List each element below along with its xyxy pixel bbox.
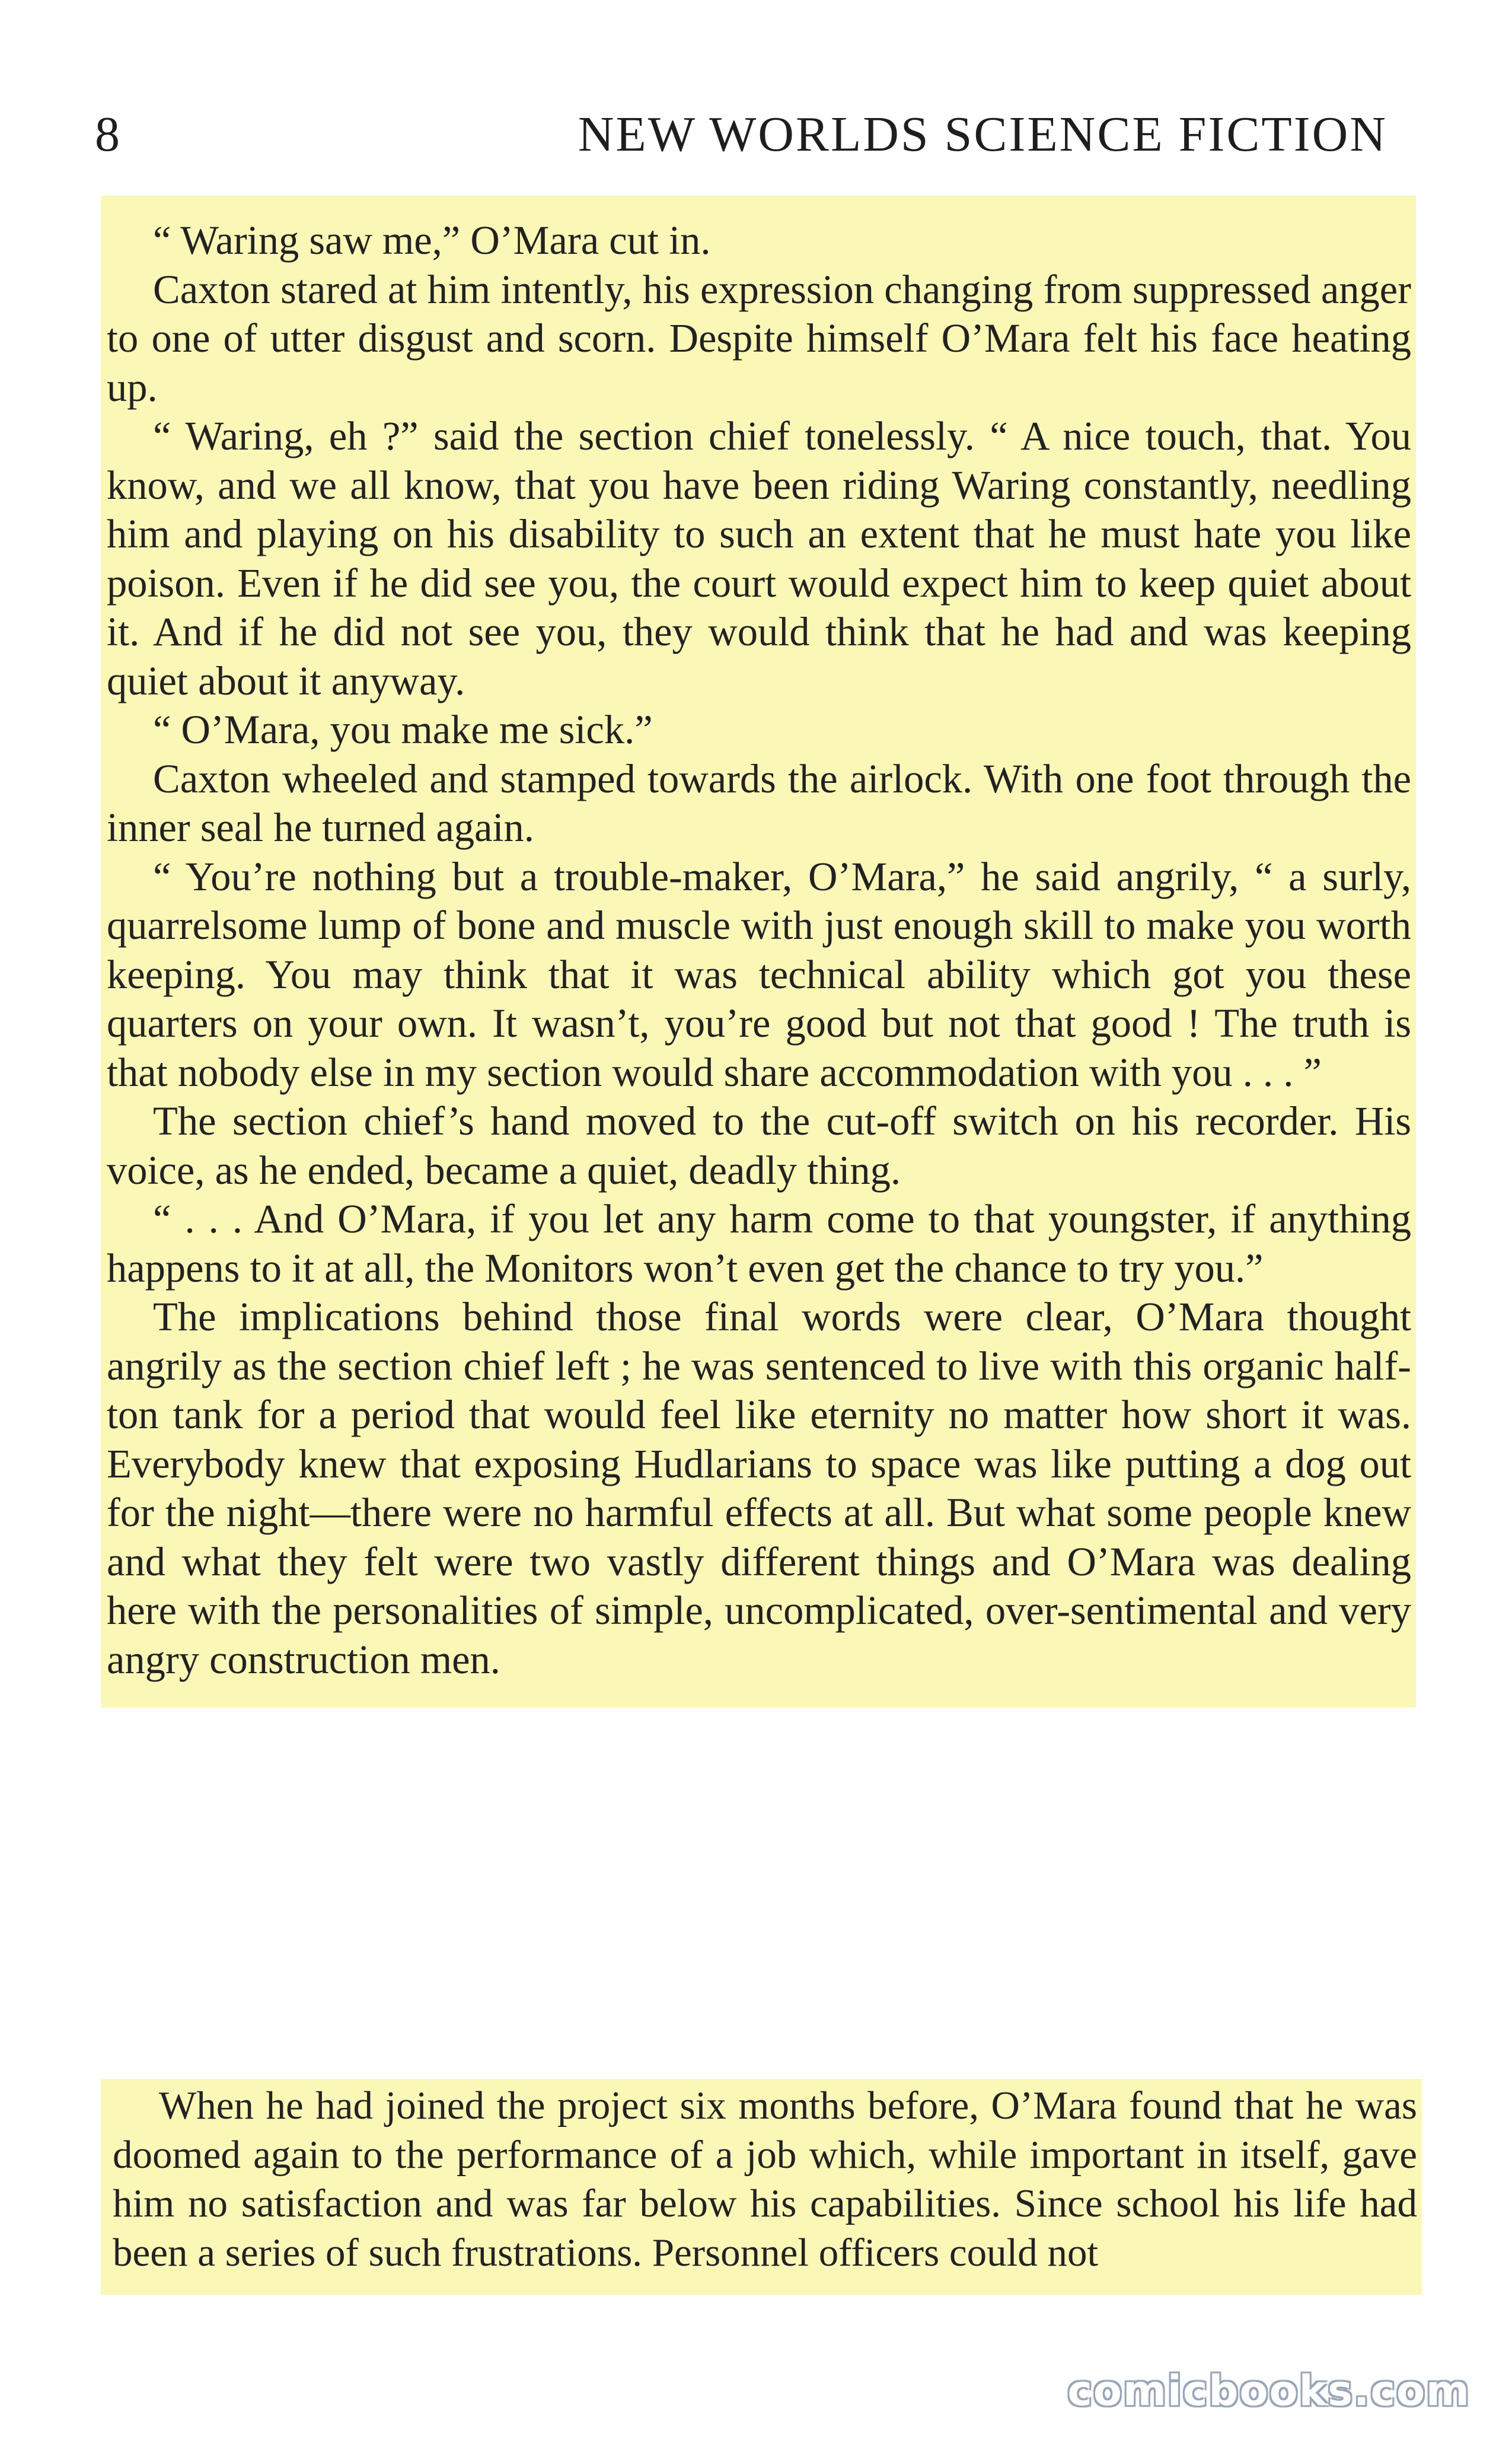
paragraph: Caxton wheeled and stamped towards the airlock. With one foot through the inner seal he turned again. — [107, 756, 1411, 850]
paragraph: When he had joined the project six months before, O’Mara found that he was doomed again to the performance of a job which, while important in itself, gave him no satisfaction and was far below his capabilities. Since school his life had been a series of such frustrations. Personnel officers could not — [113, 2084, 1417, 2275]
story-text-block-continued — [101, 2079, 1422, 2295]
paragraph: “ O’Mara, you make me sick.” — [153, 707, 653, 752]
running-title: NEW WORLDS SCIENCE FICTION — [578, 107, 1387, 162]
page-header — [95, 106, 1387, 177]
watermark: comicbooks.com — [1067, 2367, 1470, 2415]
paragraph: “ You’re nothing but a trouble-maker, O’Mara,” he said angrily, “ a surly, quarrelsome lump of bone and muscle with just enough skill to make you worth keeping. You may think that it was technical ability which got you these quarters on your own. It wasn’t, you’re good but not that good ! The truth is that nobody else in my section would share accommodation with you . . . ” — [107, 853, 1411, 1095]
paragraph: The section chief’s hand moved to the cut-off switch on his recorder. His voice, as he ended, became a quiet, deadly thing. — [107, 1098, 1411, 1193]
paragraph: “ Waring, eh ?” said the section chief tonelessly. “ A nice touch, that. You know, and we all know, that you have been riding Waring constantly, needling him and playing on his disability to such an extent that he must hate you like poison. Even if he did see you, the court would expect him to keep quiet about it. And if he did not see you, they would think that he had and was keeping quiet about it anyway. — [107, 413, 1411, 703]
paragraph: “ . . . And O’Mara, if you let any harm come to that youngster, if anything happens to it at all, the Monitors won’t even get the chance to try you.” — [107, 1196, 1411, 1291]
paragraph: Caxton stared at him intently, his expression changing from suppressed anger to one of utter disgust and scorn. Despite himself O’Mara felt his face heating up. — [107, 266, 1411, 410]
story-text-block — [101, 196, 1416, 1708]
page-number: 8 — [95, 107, 120, 162]
paragraph: “ Waring saw me,” O’Mara cut in. — [153, 218, 711, 263]
paragraph: The implications behind those final words were clear, O’Mara thought angrily as the section chief left ; he was sentenced to live with this organic half-ton tank for a period that would feel like eternity no matter how short it was. Everybody knew that exposing Hudlarians to space was like putting a dog out for the night—there were no harmful effects at all. But what some people knew and what they felt were two vastly different things and O’Mara was dealing here with the personalities of simple, uncomplicated, over-sentimental and very angry construction men. — [107, 1294, 1411, 1682]
